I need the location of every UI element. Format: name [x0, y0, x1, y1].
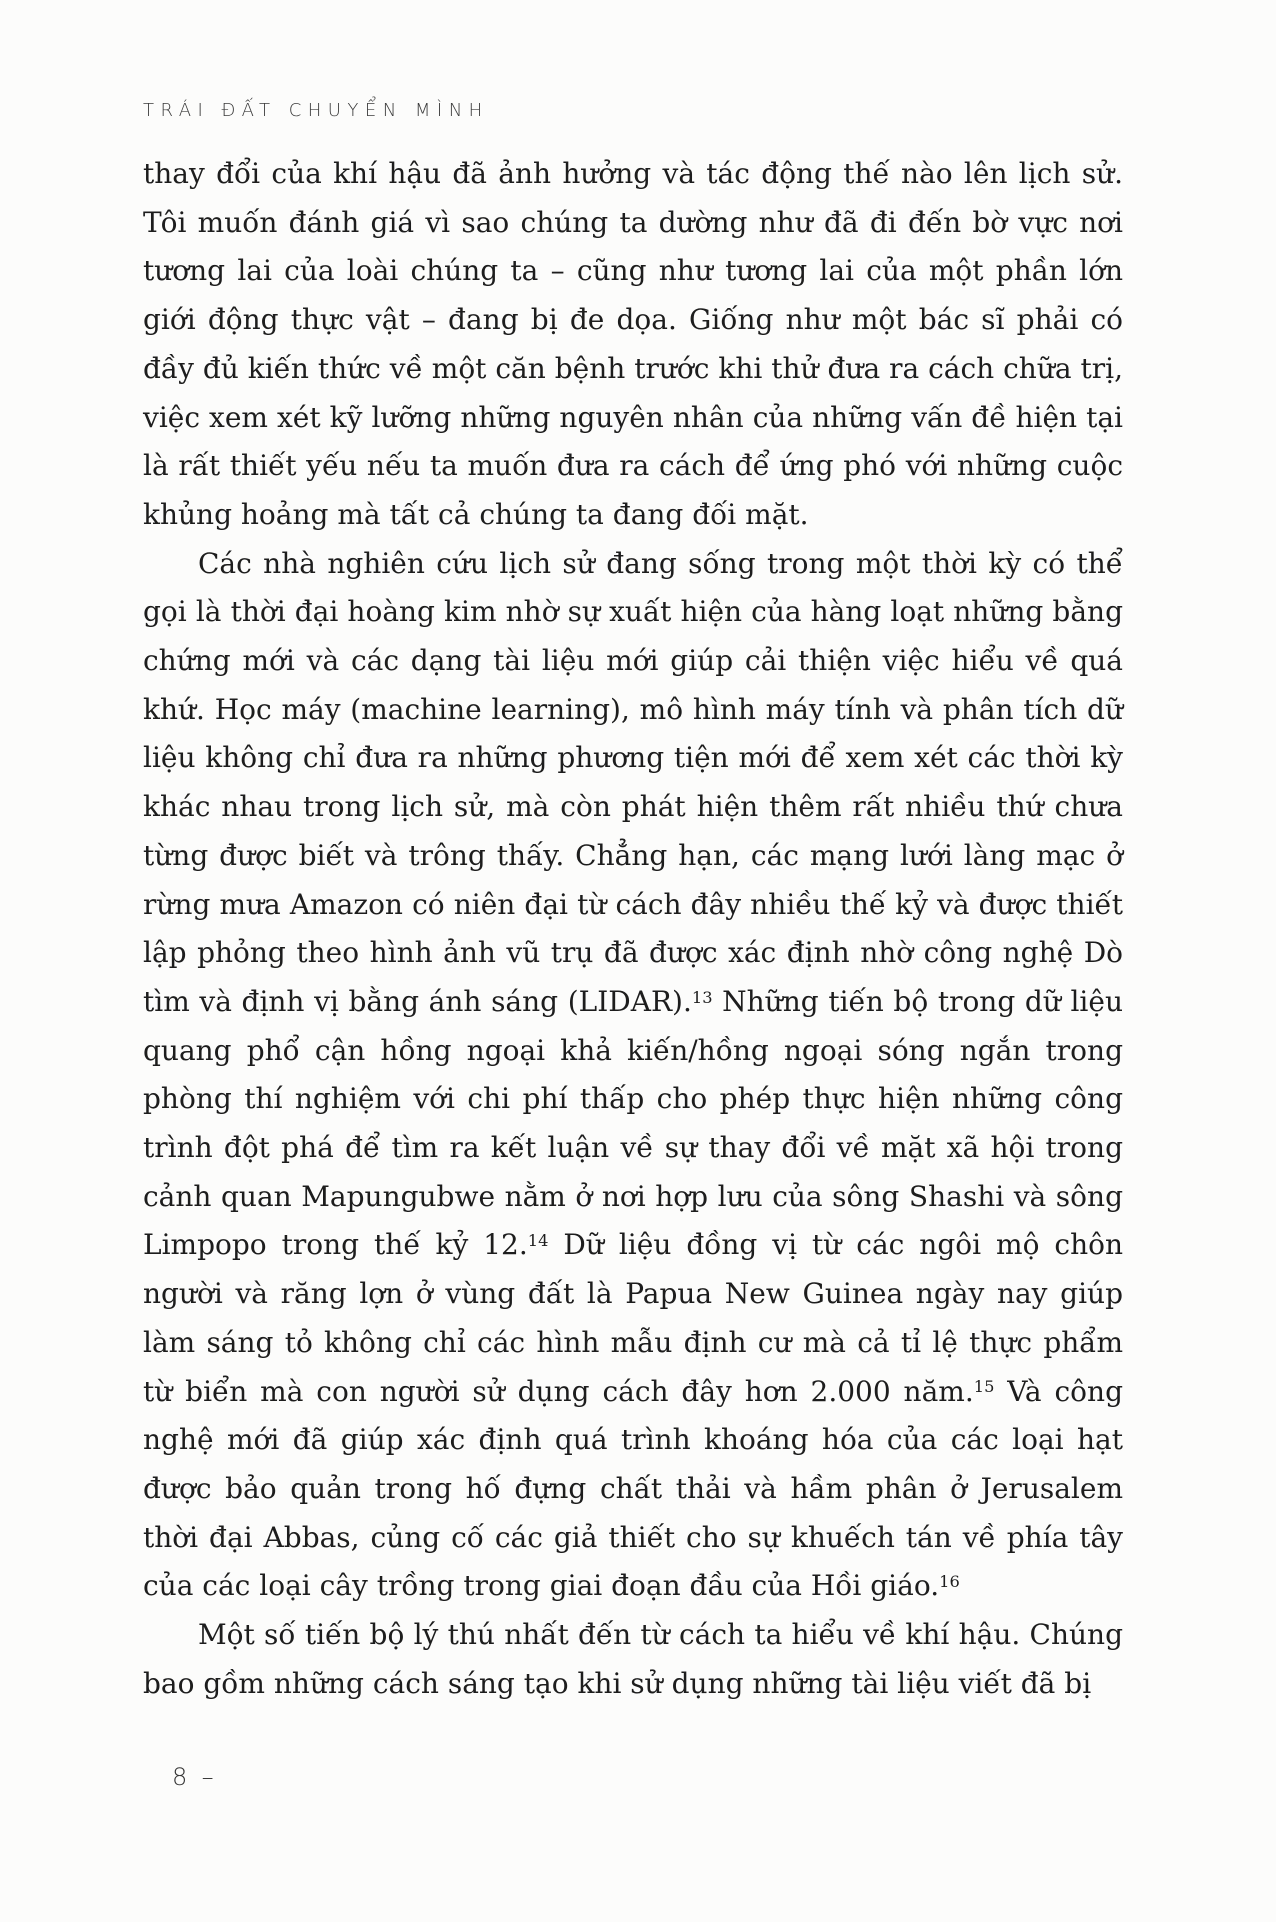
paragraph: thay đổi của khí hậu đã ảnh hưởng và tác động thế nào lên lịch sử. Tôi muốn đánh giá vì sao chúng ta dường như đã đi đến bờ vực nơi tương lai của loài chúng ta – cũng như tương lai của một phần lớn giới động thực vật – đang bị đe dọa. Giống như một bác sĩ phải có đầy đủ kiến thức về một căn bệnh trước khi thử đưa ra cách chữa trị, việc xem xét kỹ lưỡng những nguyên nhân của những vấn đề hiện tại là rất thiết yếu nếu ta muốn đưa ra cách để ứng phó với những cuộc khủng hoảng mà tất cả chúng ta đang đối mặt.	[143, 157, 1123, 531]
footnote-ref: 13	[691, 987, 713, 1007]
running-header: TRÁI ĐẤT CHUYỂN MÌNH	[143, 100, 489, 121]
body-text	[143, 150, 1123, 1709]
paragraph: Một số tiến bộ lý thú nhất đến từ cách ta hiểu về khí hậu. Chúng bao gồm những cách sáng tạo khi sử dụng những tài liệu viết đã bị	[143, 1618, 1123, 1700]
footnote-ref: 14	[527, 1231, 549, 1251]
footnote-ref: 15	[973, 1377, 995, 1397]
page-number: 8 –	[172, 1763, 217, 1791]
footnote-ref: 16	[939, 1571, 960, 1591]
paragraph: Các nhà nghiên cứu lịch sử đang sống trong một thời kỳ có thể gọi là thời đại hoàng kim nhờ sự xuất hiện của hàng loạt những bằng chứng mới và các dạng tài liệu mới giúp cải thiện việc hiểu về quá khứ. Học máy (machine learning), mô hình máy tính và phân tích dữ liệu không chỉ đưa ra những phương tiện mới để xem xét các thời kỳ khác nhau trong lịch sử, mà còn phát hiện thêm rất nhiều thứ chưa từng được biết và trông thấy. Chẳng hạn, các mạng lưới làng mạc ở rừng mưa Amazon có niên đại từ cách đây nhiều thế kỷ và được thiết lập phỏng theo hình ảnh vũ trụ đã được xác định nhờ công nghệ Dò tìm và định vị bằng ánh sáng (LIDAR).$^{13}$ Những tiến bộ trong dữ liệu quang phổ cận hồng ngoại khả kiến/hồng ngoại sóng ngắn trong phòng thí nghiệm với chi phí thấp cho phép thực hiện những công trình đột phá để tìm ra kết luận về sự thay đổi về mặt xã hội trong cảnh quan Mapungubwe nằm ở nơi hợp lưu của sông Shashi và sông Limpopo trong thế kỷ 12.14 Dữ liệu đồng vị từ các ngôi mộ chôn người và răng lợn ở vùng đất là Papua New Guinea ngày nay giúp làm sáng tỏ không chỉ các hình mẫu định cư mà cả tỉ lệ thực phẩm từ biển mà con người sử dụng cách đây hơn 2.000 năm.$^{15}$ Và công nghệ mới đã giúp xác định quá trình khoáng hóa của các loại hạt được bảo quản trong hố đựng chất thải và hầm phân ở Jerusalem thời đại Abbas, củng cố các giả thiết cho sự khuếch tán về phía tây của các loại cây trồng trong giai đoạn đầu của Hồi giáo.$^{16}$	[143, 546, 1123, 1603]
